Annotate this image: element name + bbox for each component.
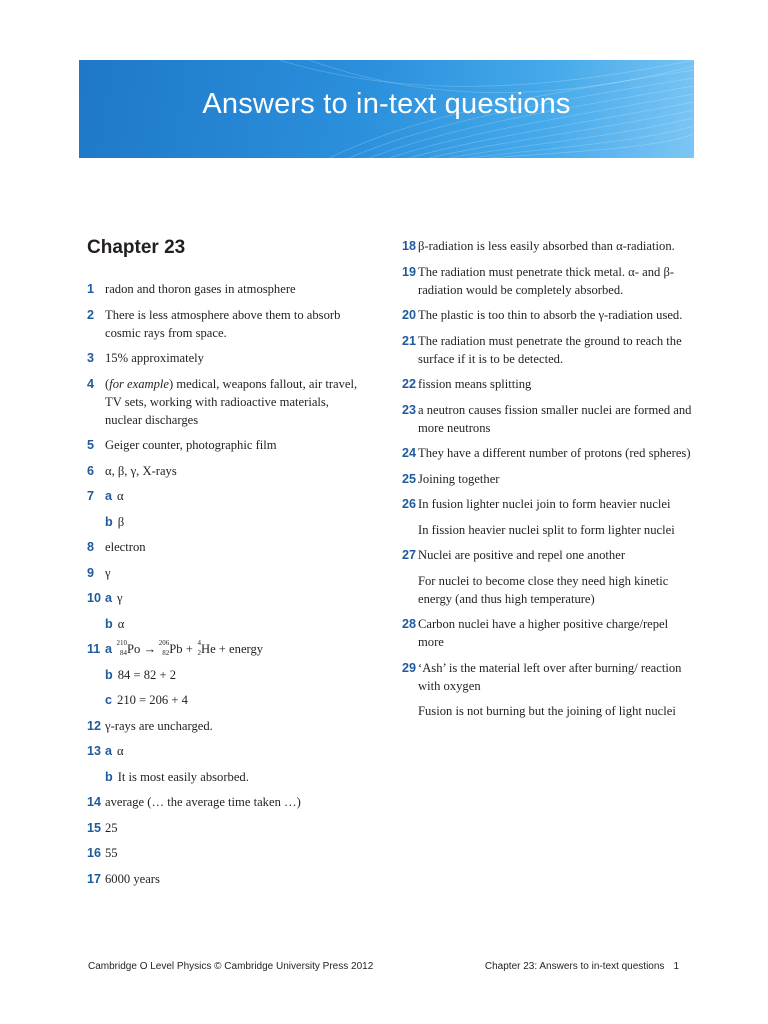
- answer-text: 55: [105, 846, 118, 860]
- answer-item: [87, 819, 367, 837]
- page-title: Answers to in-text questions: [202, 88, 571, 120]
- answer-text: It is most easily absorbed.: [117, 769, 249, 784]
- answer-item: [402, 615, 692, 651]
- footer-chapter-info: [485, 961, 679, 972]
- answer-item: [87, 870, 367, 888]
- answer-text: ) medical, weapons fallout, air travel, TV sets, working with radioactive materials, nuclear discharges: [105, 376, 358, 427]
- answer-text: α: [117, 744, 124, 758]
- answer-text: 25: [105, 820, 118, 835]
- answers-column-right: [402, 237, 692, 728]
- question-number: 13: [87, 744, 102, 758]
- question-number: 7: [87, 489, 95, 503]
- question-number: 17: [87, 871, 102, 886]
- question-number: 21: [402, 333, 417, 348]
- answer-item: [402, 237, 692, 255]
- nuclear-equation: 210 84 Po → 206 82 Pb + 4 2 He + energy: [116, 639, 264, 657]
- answer-text: In fusion lighter nuclei join to form heavier nuclei: [418, 497, 671, 511]
- part-label: b: [105, 769, 113, 784]
- question-number: 2: [87, 307, 95, 322]
- question-number: 6: [87, 463, 95, 478]
- answer-item: [87, 375, 367, 429]
- answer-item: [402, 495, 692, 513]
- answer-continuation: [402, 702, 692, 720]
- question-number: 8: [87, 540, 95, 554]
- answer-continuation: [402, 521, 692, 539]
- answer-item: [87, 717, 367, 735]
- question-number: 10: [87, 591, 102, 605]
- lead-nuclide: 206 82: [158, 639, 170, 657]
- answer-text: radon and thoron gases in atmosphere: [105, 282, 296, 296]
- question-number: 1: [87, 282, 95, 296]
- answer-item: [87, 589, 367, 607]
- answer-item: [87, 538, 367, 556]
- question-number: 27: [402, 548, 417, 562]
- answer-text: α, β, γ, X-rays: [105, 463, 177, 478]
- part-label: b: [105, 616, 113, 631]
- answer-item: [402, 401, 692, 437]
- title-banner: [79, 60, 694, 158]
- answer-item: [402, 470, 692, 488]
- answer-item: [87, 844, 367, 862]
- question-number: 26: [402, 497, 417, 511]
- answer-text: β: [117, 514, 125, 529]
- answer-text: β-radiation is less easily absorbed than α-radiation.: [418, 239, 675, 253]
- answer-text: They have a different number of protons (red spheres): [418, 446, 691, 460]
- answer-text: electron: [105, 540, 146, 554]
- answer-text: There is less atmosphere above them to absorb cosmic rays from space.: [105, 307, 341, 340]
- question-number: 28: [402, 617, 417, 631]
- answer-text: The radiation must penetrate the ground to reach the surface if it is to be detected.: [418, 333, 682, 366]
- answer-text: In fission heavier nuclei split to form lighter nuclei: [418, 522, 675, 537]
- answer-text: γ: [105, 565, 111, 580]
- question-number: 29: [402, 660, 417, 675]
- answer-item: [87, 640, 367, 658]
- question-number: 9: [87, 565, 95, 580]
- arrow-symbol: →: [143, 642, 157, 656]
- answer-item: [402, 444, 692, 462]
- answer-item: [402, 263, 692, 299]
- question-number: 22: [402, 377, 417, 391]
- answer-item: [87, 280, 367, 298]
- question-number: 19: [402, 264, 417, 279]
- answer-text: ‘Ash’ is the material left over after burning/ reaction with oxygen: [418, 660, 682, 693]
- page-number: 1: [673, 961, 679, 972]
- answer-item: [402, 659, 692, 695]
- part-label: c: [105, 693, 113, 707]
- answer-text: average (… the average time taken …): [105, 795, 301, 809]
- answer-text: Carbon nuclei have a higher positive charge/repel more: [418, 617, 669, 649]
- part-label: b: [105, 667, 113, 682]
- answer-text: Nuclei are positive and repel one another: [418, 548, 626, 562]
- answer-subitem: [87, 666, 367, 684]
- question-number: 20: [402, 308, 417, 322]
- answer-text: 15% approximately: [105, 351, 204, 365]
- answer-item: [87, 306, 367, 342]
- part-label: a: [105, 489, 113, 503]
- question-number: 15: [87, 820, 102, 835]
- footer-copyright: Cambridge O Level Physics © Cambridge University Press 2012: [88, 961, 374, 972]
- answer-subitem: [87, 768, 367, 786]
- polonium-nuclide: 210 84: [116, 639, 128, 657]
- answer-item: [87, 462, 367, 480]
- answer-text: For nuclei to become close they need high kinetic energy (and thus high temperature): [418, 573, 669, 606]
- answer-item: [87, 487, 367, 505]
- footer-chapter-label: Chapter 23: Answers to in-text questions: [484, 961, 665, 972]
- answer-item: [87, 349, 367, 367]
- answer-text-prefix: (: [105, 376, 110, 391]
- answer-text: 210 = 206 + 4: [117, 693, 188, 707]
- answer-item: [402, 306, 692, 324]
- answer-item: [402, 375, 692, 393]
- answer-text-italic: for example: [109, 376, 170, 391]
- answer-subitem: [87, 615, 367, 633]
- chapter-heading: Chapter 23: [87, 237, 186, 258]
- part-label: a: [105, 744, 113, 758]
- answer-item: [87, 564, 367, 582]
- question-number: 25: [402, 471, 417, 486]
- question-number: 11: [87, 642, 101, 656]
- answer-text: α: [117, 489, 124, 503]
- answer-text: γ-rays are uncharged.: [105, 718, 213, 733]
- answer-item: [87, 742, 367, 760]
- answer-text: 6000 years: [105, 871, 160, 886]
- part-label: a: [105, 591, 113, 605]
- answer-subitem: [87, 513, 367, 531]
- question-number: 3: [87, 351, 95, 365]
- question-number: 18: [402, 239, 417, 253]
- answer-text: fission means splitting: [418, 377, 532, 391]
- answer-subitem: [87, 691, 367, 709]
- answer-item: [402, 546, 692, 564]
- answer-text: Geiger counter, photographic film: [105, 438, 277, 452]
- answer-text: Fusion is not burning but the joining of light nuclei: [418, 704, 676, 718]
- answer-item: [402, 332, 692, 368]
- question-number: 12: [87, 718, 102, 733]
- answer-text: γ: [117, 591, 123, 605]
- question-number: 14: [87, 795, 102, 809]
- answer-text: The plastic is too thin to absorb the γ-radiation used.: [418, 308, 683, 322]
- question-number: 5: [87, 438, 95, 452]
- answer-text: The radiation must penetrate thick metal. α- and β-radiation would be completely absorbed.: [418, 264, 675, 297]
- question-number: 23: [402, 402, 417, 417]
- answers-column-left: [87, 280, 367, 895]
- question-number: 24: [402, 446, 417, 460]
- answer-text: α: [117, 616, 125, 631]
- answer-item: [87, 793, 367, 811]
- answer-text: a neutron causes fission smaller nuclei are formed and more neutrons: [418, 402, 692, 435]
- helium-nuclide: 4 2: [197, 639, 201, 657]
- answer-continuation: [402, 572, 692, 608]
- answer-text: Joining together: [418, 471, 500, 486]
- part-label: a: [105, 642, 113, 656]
- question-number: 16: [87, 846, 102, 860]
- answer-text: 84 = 82 + 2: [117, 667, 176, 682]
- part-label: b: [105, 514, 113, 529]
- answer-item: [87, 436, 367, 454]
- question-number: 4: [87, 376, 95, 391]
